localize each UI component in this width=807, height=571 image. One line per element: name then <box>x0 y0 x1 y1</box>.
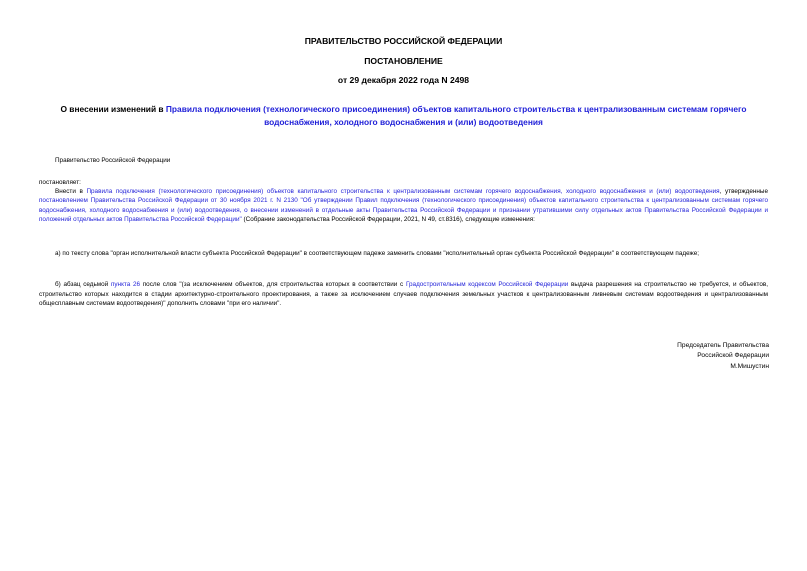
item-b-text-2: после слов "(за исключением объектов, для строительства которых в соответствии с <box>140 281 406 288</box>
signature-position: Председатель Правительства <box>677 342 769 349</box>
doc-type-heading: ПОСТАНОВЛЕНИЕ <box>364 56 443 66</box>
main-text-3: (Собрание законодательства Российской Федерации, 2021, N 49, ст.8316), следующие изменения: <box>241 216 535 224</box>
authority-text: Правительство Российской Федерации <box>55 157 171 164</box>
signature-name: М.Мишустин <box>730 362 769 370</box>
signature-block <box>677 341 769 372</box>
signature-organization: Российской Федерации <box>697 352 769 360</box>
clause-26-link[interactable]: пункта 26 <box>110 281 141 288</box>
item-b-text-3: выдача разрешения на строительство не требуется, и объектов, строительство которых находится в стадии архитектурно-строительного проектирования, а также за исключением случаев подключения земельных участков к централизованным ливневым системам водоотведения и централизованным общесплавным системам водоотведения)" дополнить словами "при его наличии". <box>39 281 769 308</box>
main-text-2: , утвержденные <box>719 187 768 195</box>
title-prefix: О внесении изменений в <box>60 104 166 114</box>
doc-date-number: от 29 декабря 2022 года N 2498 <box>337 75 470 85</box>
document-title <box>36 103 771 128</box>
government-heading: ПРАВИТЕЛЬСТВО РОССИЙСКОЙ ФЕДЕРАЦИИ <box>304 36 503 46</box>
item-b-text-1: б) абзац седьмой <box>55 281 111 288</box>
decides-text: постановляет: <box>39 179 81 186</box>
urban-planning-code-link[interactable]: Градостроительным кодексом Российской Федерации <box>405 281 569 288</box>
resolution-2130-link[interactable]: постановлением Правительства Российской Федерации от 30 ноября 2021 г. N 2130 "Об утверждении Правил подключения (технологического присоединения) объектов капитального строительства к централизованным системам горячего водоснабжения, холодного водоснабжения и (или) водоотведения, о внесении изменений в отдельные акты Правительства Российской Федерации и признании утратившими силу отдельных актов Правительства Российской Федерации и положений отдельных актов Правительства Российской Федерации" <box>39 197 768 224</box>
rules-link[interactable]: Правила подключения (технологического присоединения) объектов капитального строительства к централизованным системам горячего водоснабжения, холодного водоснабжения и (или) водоотведения <box>86 187 720 195</box>
main-text-1: Внести в <box>55 187 87 195</box>
item-a-paragraph: а) по тексту слова "орган исполнительной власти субъекта Российской Федерации" в соответствующем падеже заменить словами "исполнительный орган субъекта Российской Федерации" в соответствующем падеже; <box>55 250 700 257</box>
item-b-paragraph <box>39 280 768 309</box>
main-paragraph <box>39 187 768 225</box>
title-rules-link[interactable]: Правила подключения (технологического присоединения) объектов капитального строительства к централизованным системам горячего водоснабжения, холодного водоснабжения и (или) водоотведения <box>165 104 747 127</box>
